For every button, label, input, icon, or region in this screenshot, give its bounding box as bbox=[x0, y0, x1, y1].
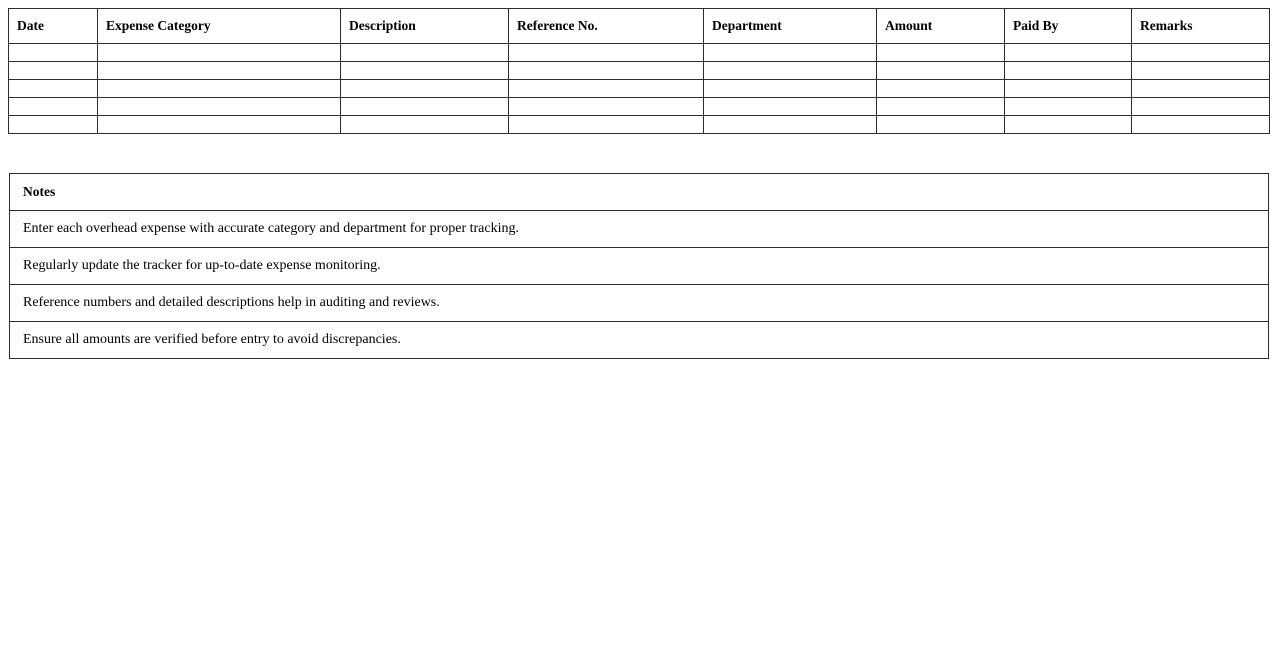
notes-heading: Notes bbox=[10, 174, 1269, 211]
cell-remarks[interactable] bbox=[1132, 80, 1270, 98]
cell-amount[interactable] bbox=[877, 44, 1005, 62]
cell-reference-no[interactable] bbox=[509, 80, 704, 98]
cell-description[interactable] bbox=[341, 44, 509, 62]
cell-paid-by[interactable] bbox=[1005, 44, 1132, 62]
note-text: Enter each overhead expense with accurate category and department for proper tracking. bbox=[10, 211, 1269, 248]
cell-expense-category[interactable] bbox=[98, 80, 341, 98]
column-header-expense-category: Expense Category bbox=[98, 9, 341, 44]
cell-department[interactable] bbox=[704, 80, 877, 98]
cell-remarks[interactable] bbox=[1132, 98, 1270, 116]
cell-date[interactable] bbox=[9, 80, 98, 98]
cell-reference-no[interactable] bbox=[509, 62, 704, 80]
cell-remarks[interactable] bbox=[1132, 44, 1270, 62]
list-item bbox=[10, 285, 1269, 322]
cell-reference-no[interactable] bbox=[509, 116, 704, 134]
column-header-remarks: Remarks bbox=[1132, 9, 1270, 44]
cell-paid-by[interactable] bbox=[1005, 116, 1132, 134]
cell-date[interactable] bbox=[9, 116, 98, 134]
cell-amount[interactable] bbox=[877, 62, 1005, 80]
cell-description[interactable] bbox=[341, 98, 509, 116]
expense-table bbox=[8, 8, 1270, 134]
expense-table-body bbox=[9, 44, 1270, 134]
cell-paid-by[interactable] bbox=[1005, 80, 1132, 98]
list-item bbox=[10, 211, 1269, 248]
cell-expense-category[interactable] bbox=[98, 62, 341, 80]
expense-table-header bbox=[9, 9, 1270, 44]
note-text: Ensure all amounts are verified before entry to avoid discrepancies. bbox=[10, 322, 1269, 359]
notes-table-body bbox=[10, 174, 1269, 359]
table-row bbox=[9, 62, 1270, 80]
table-row bbox=[9, 98, 1270, 116]
notes-table-container bbox=[9, 173, 1269, 359]
list-item bbox=[10, 322, 1269, 359]
cell-department[interactable] bbox=[704, 62, 877, 80]
cell-date[interactable] bbox=[9, 98, 98, 116]
cell-paid-by[interactable] bbox=[1005, 62, 1132, 80]
cell-expense-category[interactable] bbox=[98, 116, 341, 134]
expense-table-container bbox=[8, 8, 1269, 134]
column-header-department: Department bbox=[704, 9, 877, 44]
cell-expense-category[interactable] bbox=[98, 98, 341, 116]
cell-amount[interactable] bbox=[877, 98, 1005, 116]
cell-department[interactable] bbox=[704, 98, 877, 116]
cell-amount[interactable] bbox=[877, 116, 1005, 134]
header-row bbox=[9, 9, 1270, 44]
cell-amount[interactable] bbox=[877, 80, 1005, 98]
column-header-description: Description bbox=[341, 9, 509, 44]
cell-remarks[interactable] bbox=[1132, 62, 1270, 80]
column-header-reference-no: Reference No. bbox=[509, 9, 704, 44]
column-header-amount: Amount bbox=[877, 9, 1005, 44]
note-text: Reference numbers and detailed descriptions help in auditing and reviews. bbox=[10, 285, 1269, 322]
cell-remarks[interactable] bbox=[1132, 116, 1270, 134]
table-row bbox=[9, 44, 1270, 62]
table-row bbox=[9, 80, 1270, 98]
cell-department[interactable] bbox=[704, 116, 877, 134]
notes-table bbox=[9, 173, 1269, 359]
table-row bbox=[9, 116, 1270, 134]
notes-heading-row bbox=[10, 174, 1269, 211]
cell-date[interactable] bbox=[9, 62, 98, 80]
list-item bbox=[10, 248, 1269, 285]
cell-reference-no[interactable] bbox=[509, 44, 704, 62]
cell-reference-no[interactable] bbox=[509, 98, 704, 116]
cell-description[interactable] bbox=[341, 80, 509, 98]
column-header-date: Date bbox=[9, 9, 98, 44]
cell-paid-by[interactable] bbox=[1005, 98, 1132, 116]
column-header-paid-by: Paid By bbox=[1005, 9, 1132, 44]
cell-description[interactable] bbox=[341, 116, 509, 134]
cell-date[interactable] bbox=[9, 44, 98, 62]
note-text: Regularly update the tracker for up-to-date expense monitoring. bbox=[10, 248, 1269, 285]
cell-expense-category[interactable] bbox=[98, 44, 341, 62]
cell-department[interactable] bbox=[704, 44, 877, 62]
cell-description[interactable] bbox=[341, 62, 509, 80]
